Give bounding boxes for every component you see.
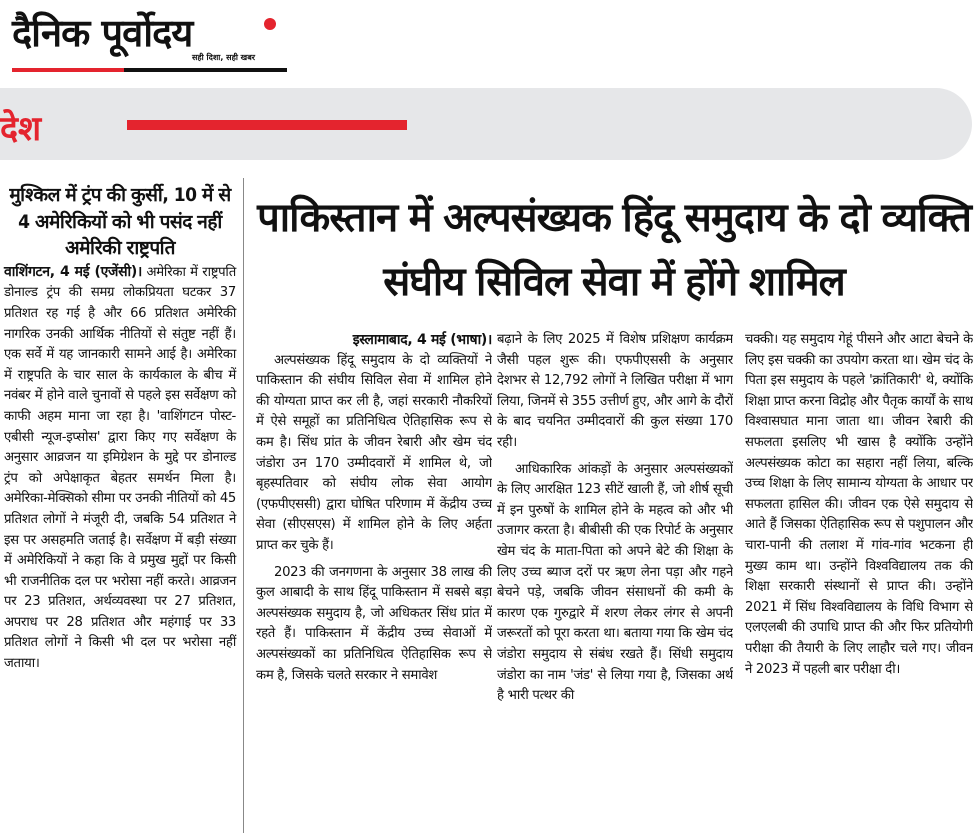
side-story [0,180,240,833]
masthead [12,6,287,72]
main-story-paragraph: चक्की। यह समुदाय गेहूं पीसने और आटा बेचने के लिए इस चक्की का उपयोग करता था। खेम चंद के पिता इस समुदाय के पहले 'क्रांतिकारी' थे, क्योंकि शिक्षा प्राप्त करना विद्रोह और पैतृक कार्यों के साथ विश्वासघात माना जाता था। जीवन रेबारी की सफलता इसलिए भी खास है क्योंकि उन्होंने अल्पसंख्यक कोटा का सहारा नहीं लिया, बल्कि उच्च शिक्षा के लिए सामान्य योग्यता के आधार पर सफलता हासिल की। जीवन एक ऐसे समुदाय से आते हैं जिसका ऐतिहासिक रूप से पशुपालन और चारा-पानी की तलाश में गांव-गांव भटकना ही मुख्य काम था। उन्होंने विश्वविद्यालय तक की शिक्षा सरकारी संस्थानों से प्राप्त की। उन्होंने 2021 में सिंध विश्वविद्यालय के विधि विभाग से एलएलबी की उपाधि प्राप्त की और फिर प्रतियोगी परीक्षा की तैयारी के लिए लाहौर चले गए। जीवन ने 2023 में पहली बार परीक्षा दी। [745,332,973,677]
logo-dot [264,18,276,30]
main-story-column-2 [497,330,733,833]
side-story-dateline: वाशिंगटन, 4 मई (एजेंसी)। [4,263,142,280]
newspaper-tagline: सही दिशा, सही खबर [192,53,256,62]
main-story-paragraph: 2023 की जनगणना के अनुसार 38 लाख की कुल आबादी के साथ हिंदू पाकिस्तान में सबसे बड़ा अल्पसंख्यक समुदाय है, जो अधिकतर सिंध प्रांत में रहते हैं। पाकिस्तान में केंद्रीय उच्च सेवाओं में अल्पसंख्यकों का प्रतिनिधित्व ऐतिहासिक रूप से कम है, जिसके चलते सरकार ने समावेश [256,564,492,683]
main-story-paragraph: बढ़ाने के लिए 2025 में विशेष प्रशिक्षण कार्यक्रम जैसी पहल शुरू की। एफपीएससी के अनुसार देशभर से 12,792 लोगों ने लिखित परीक्षा में भाग लिया, जिनमें से 355 उत्तीर्ण हुए, और आगे के दौरों के बाद चयनित उम्मीदवारों की कुल संख्या 170 रही। [497,332,733,450]
main-story-paragraph: आधिकारिक आंकड़ों के अनुसार अल्पसंख्यकों के लिए आरक्षित 123 सीटें खाली हैं, जो शीर्ष सूची में इन पुरुषों के शामिल होने के महत्व को और भी उजागर करता है। बीबीसी की एक रिपोर्ट के अनुसार खेम चंद के माता-पिता को अपने बेटे की शिक्षा के लिए उच्च ब्याज दरों पर ऋण लेना पड़ा और गहने बेचने पड़े, जबकि जीवन संसाधनों की कमी के कारण एक गुरुद्वारे में शरण लेकर लंगर से अपनी जरूरतों को पूरा करता था। बताया गया कि खेम चंद जंडोरा समुदाय से संबंध रखते हैं। सिंधी समुदाय जंडोरा का नाम 'जंड' से लिया गया है, जिसका अर्थ है भारी पत्थर की [497,461,733,704]
side-story-body [0,262,240,675]
masthead-black-rule [124,68,287,72]
side-story-headline: मुश्किल में ट्रंप की कुर्सी, 10 में से 4 अमेरिकियों को भी पसंद नहीं अमेरिकी राष्ट्रपति [9,184,231,260]
section-label: देश [0,109,42,149]
main-story-column-3 [745,330,973,833]
column-divider [243,178,244,833]
main-story-headline: पाकिस्तान में अल्पसंख्यक हिंदू समुदाय के दो व्यक्ति संघीय सिविल सेवा में होंगे शामिल [257,195,971,305]
main-story-dateline: इस्लामाबाद, 4 मई (भाषा)। [352,332,492,348]
masthead-red-rule [12,68,124,72]
side-story-text: अमेरिका में राष्ट्रपति डोनाल्ड ट्रंप की समग्र लोकप्रियता घटकर 37 प्रतिशत रह गई है और 66 प्रतिशत अमेरिकी नागरिक उनकी आर्थिक नीतियों से संतुष्ट नहीं हैं। एक सर्वे में यह जानकारी सामने आई है। अमेरिका में राष्ट्रपति के चार साल के कार्यकाल के बीच में नवंबर में होने वाले चुनावों से पहले इस सर्वेक्षण को काफी अहम माना जा रहा है। 'वाशिंगटन पोस्ट-एबीसी न्यूज-इप्सोस' द्वारा किए गए सर्वेक्षण के अनुसार आव्रजन या इमिग्रेशन के मुद्दे पर डोनाल्ड ट्रंप को अपेक्षाकृत बेहतर समर्थन मिला है। अमेरिका-मेक्सिको सीमा पर उनकी नीतियों को 45 प्रतिशत लोगों ने मंजूरी दी, जबकि 54 प्रतिशत ने इस पर असहमति जताई है। सर्वेक्षण में बड़ी संख्या में अमेरिकियों ने कहा कि वे प्रमुख मुद्दों पर किसी भी राजनीतिक दल पर भरोसा नहीं करते। आव्रजन पर 23 प्रतिशत, अर्थव्यवस्था पर 27 प्रतिशत, अपराध पर 28 प्रतिशत और महंगाई पर 33 प्रतिशत लोगों ने किसी भी दल पर भरोसा नहीं जताया। [4,264,236,672]
main-story-column-1 [256,330,492,833]
newspaper-logo: दैनिक पूर्वोदय [12,10,193,55]
main-story-paragraph: अल्पसंख्यक हिंदू समुदाय के दो व्यक्तियों ने पाकिस्तान की संघीय सिविल सेवा में शामिल होने की योग्यता प्राप्त कर ली है, जहां सरकारी नौकरियों में ऐसे समूहों का प्रतिनिधित्व ऐतिहासिक रूप से कम है। सिंध प्रांत के जीवन रेबारी और खेम चंद जंडोरा उन 170 उम्मीदवारों में शामिल थे, जो बृहस्पतिवार को संघीय लोक सेवा आयोग (एफपीएससी) द्वारा घोषित परिणाम में केंद्रीय उच्च सेवा (सीएसएस) में शामिल होने के लिए अर्हता प्राप्त कर चुके हैं। [256,352,492,553]
section-red-bar [127,120,407,130]
